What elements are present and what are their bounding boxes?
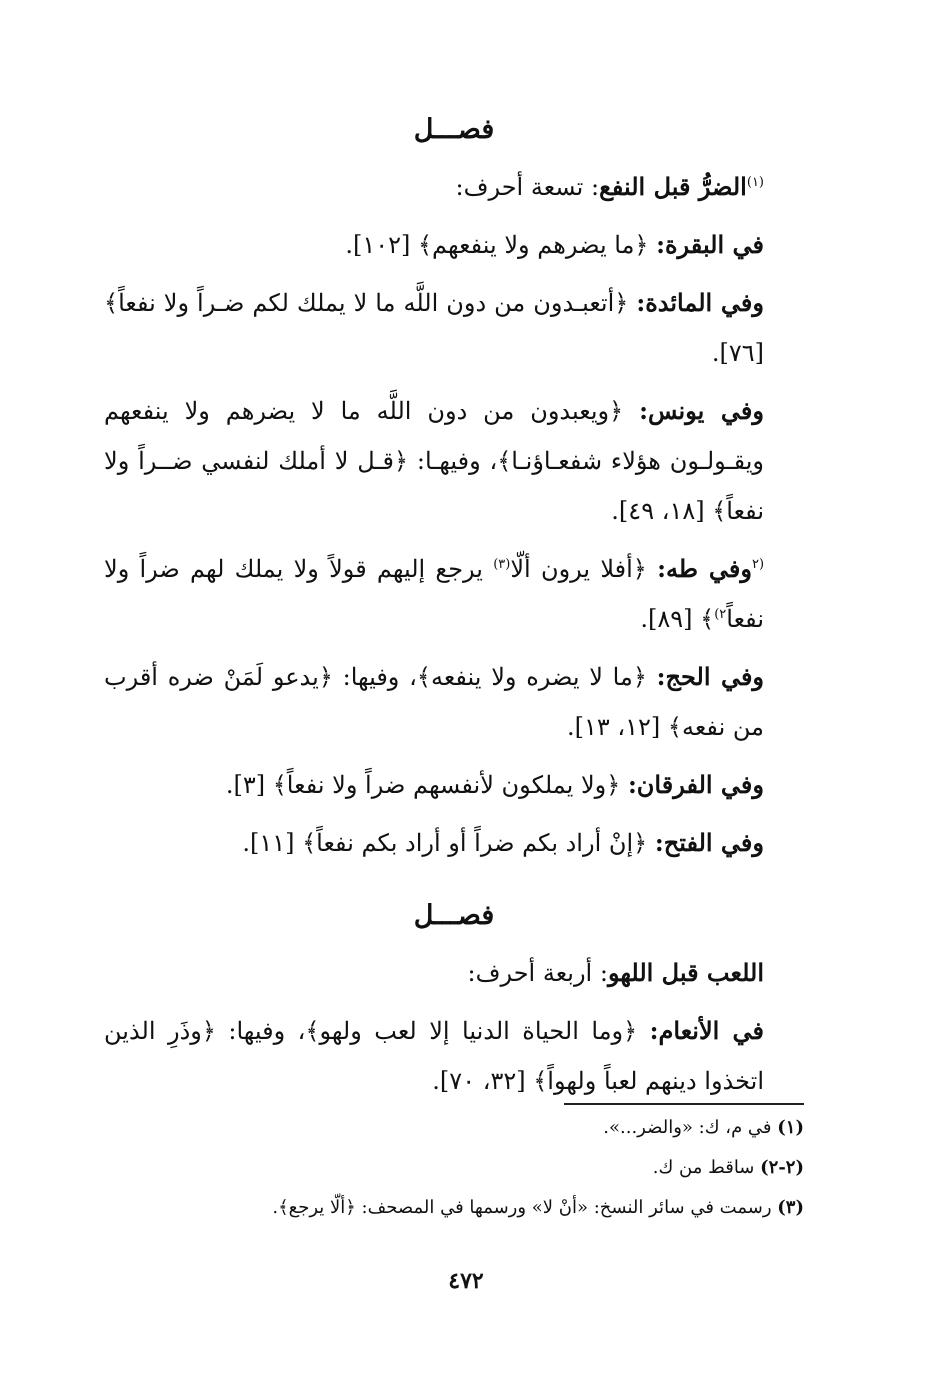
- surah-label: وفي الفرقان:: [627, 770, 764, 799]
- section-intro: [104, 162, 804, 212]
- surah-label: وفي المائدة:: [636, 288, 764, 317]
- footnote-text: ساقط من ك.: [652, 1157, 761, 1178]
- footnote-number: (٢-٢): [760, 1157, 804, 1178]
- surah-label: وفي الفتح:: [654, 828, 764, 857]
- paragraph-taha: [104, 544, 804, 644]
- surah-label: في الأنعام:: [649, 1016, 764, 1045]
- verse-text: ﴿ولا يملكون لأنفسهم ضراً ولا نفعاً﴾ [٣].: [225, 771, 628, 799]
- footnote-number: (١): [777, 1117, 804, 1138]
- footnote-number: (٣): [777, 1197, 804, 1218]
- footnote-marker: (٣): [493, 557, 511, 572]
- footnote-divider: [564, 1103, 804, 1105]
- paragraph-furqan: [104, 760, 804, 810]
- section-title: فصـــل: [413, 900, 495, 931]
- paragraph-maida: [104, 278, 804, 378]
- surah-label: وفي يونس:: [639, 396, 764, 425]
- verse-text: يرجع إليهم قولاً ولا يملك لهم ضراً ولا نفعاً: [104, 555, 764, 633]
- paragraph-yunus: [104, 386, 804, 536]
- paragraph-anam: [104, 1006, 804, 1106]
- footnote-text: رسمت في سائر النسخ: «أنْ لا» ورسمها في المصحف: ﴿ألّا يرجع﴾.: [272, 1197, 778, 1218]
- intro-heading: اللعب قبل اللهو: [607, 958, 764, 987]
- footnote-item: [104, 1111, 804, 1145]
- verse-text: ﴿ما لا يضره ولا ينفعه﴾، وفيها: ﴿يدعو لَمَنْ ضره أقرب من نفعه﴾ [١٢، ١٣].: [104, 663, 764, 741]
- verse-text: ﴾ [٨٩].: [640, 605, 715, 633]
- footnotes: [104, 1103, 804, 1225]
- verse-text: ﴿وما الحياة الدنيا إلا لعب ولهو﴾، وفيها: ﴿وذَرِ الذين اتخذوا دينهم لعباً ولهواً﴾ [٣٢، ٧٠].: [104, 1017, 764, 1095]
- verse-text: ﴿أتعبـدون من دون اللَّه ما لا يملك لكم ضـراً ولا نفعاً﴾ [٧٦].: [104, 289, 764, 367]
- intro-heading: الضرُّ قبل النفع: [599, 172, 747, 201]
- paragraph-fath: [104, 818, 804, 868]
- footnote-text: في م، ك: «والضر...».: [603, 1117, 778, 1138]
- intro-text: : أربعة أحرف:: [467, 959, 608, 987]
- section-title: فصـــل: [413, 114, 495, 145]
- verse-text: ﴿إنْ أراد بكم ضراً أو أراد بكم نفعاً﴾ [١١].: [242, 829, 655, 857]
- page-number: ٤٧٢: [448, 1268, 484, 1294]
- footnote-item: [104, 1191, 804, 1225]
- footnote-item: [104, 1151, 804, 1185]
- surah-label: وفي طه:: [657, 554, 752, 583]
- intro-text: : تسعة أحرف:: [455, 173, 600, 201]
- footnote-marker: (٢: [751, 557, 765, 572]
- verse-text: ﴿ويعبدون من دون اللَّه ما لا يضرهم ولا ينفعهم ويقـولـون هؤلاء شفعـاؤنـا﴾، وفيهـا: ﴿قـل لا أملك لنفسي ضــراً ولا نفعاً﴾ [١٨، ٤٩].: [104, 397, 764, 525]
- surah-label: وفي الحج:: [656, 662, 765, 691]
- surah-label: في البقرة:: [656, 230, 764, 259]
- verse-text: ﴿أفلا يرون ألّا: [510, 555, 658, 583]
- section-intro: [104, 948, 804, 998]
- footnote-marker: (١): [746, 175, 764, 190]
- paragraph-baqara: [104, 220, 804, 270]
- footnote-marker: ٢): [714, 607, 727, 622]
- verse-text: ﴿ما يضرهم ولا ينفعهم﴾ [١٠٢].: [345, 231, 657, 259]
- paragraph-hajj: [104, 652, 804, 752]
